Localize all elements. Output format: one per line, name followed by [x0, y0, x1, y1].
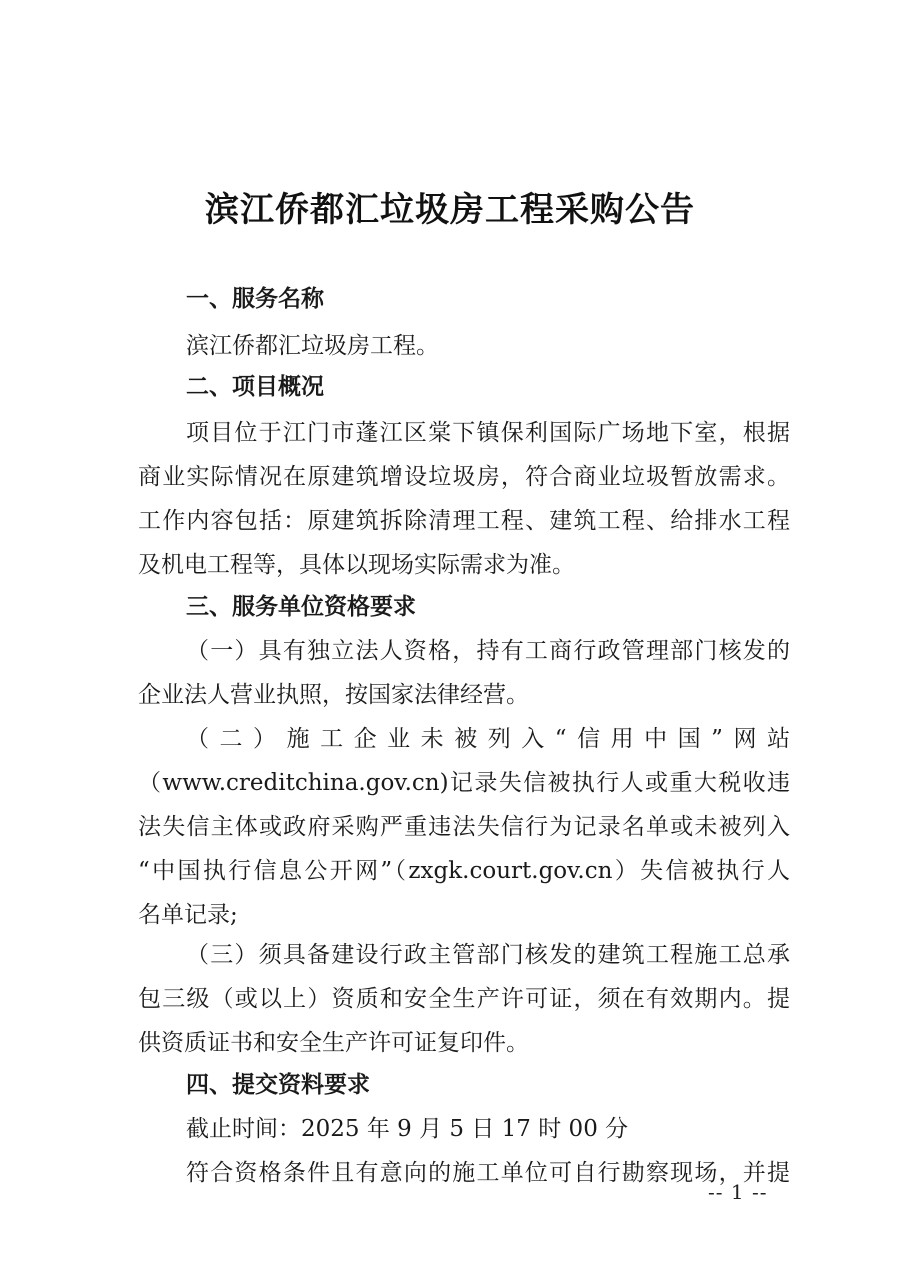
section-2-line-4: 及机电工程等，具体以现场实际需求为准。 — [138, 552, 575, 578]
section-4-deadline: 截止时间：2025 年 9 月 5 日 17 时 00 分 — [186, 1116, 629, 1142]
section-3-item-2-line-1: （二）施工企业未被列入“信用中国”网站 — [186, 726, 790, 752]
page-title: 滨江侨都汇垃圾房工程采购公告 — [205, 190, 695, 230]
section-4-heading: 四、提交资料要求 — [186, 1072, 370, 1098]
section-2-line-1: 项目位于江门市蓬江区棠下镇保利国际广场地下室，根据 — [186, 420, 790, 446]
section-1-heading: 一、服务名称 — [186, 286, 324, 312]
section-3-item-2-line-4: “中国执行信息公开网”（zxgk.court.gov.cn）失信被执行人 — [138, 858, 790, 884]
section-3-item-2-line-5: 名单记录; — [138, 902, 238, 928]
section-3-item-1-line-1: （一）具有独立法人资格，持有工商行政管理部门核发的 — [186, 638, 790, 664]
section-3-item-2-line-3: 法失信主体或政府采购严重违法失信行为记录名单或未被列入 — [138, 814, 790, 840]
section-3-heading: 三、服务单位资格要求 — [186, 594, 416, 620]
section-3-item-3-line-3: 供资质证书和安全生产许可证复印件。 — [138, 1030, 529, 1056]
section-3-item-3-line-1: （三）须具备建设行政主管部门核发的建筑工程施工总承 — [186, 942, 790, 968]
section-2-line-3: 工作内容包括：原建筑拆除清理工程、建筑工程、给排水工程 — [138, 508, 790, 534]
section-3-item-3-line-2: 包三级（或以上）资质和安全生产许可证，须在有效期内。提 — [138, 986, 790, 1012]
section-3-item-2-line-2: （www.creditchina.gov.cn)记录失信被执行人或重大税收违 — [138, 770, 790, 796]
section-3-item-1-line-2: 企业法人营业执照，按国家法律经营。 — [138, 682, 529, 708]
section-1-text: 滨江侨都汇垃圾房工程。 — [186, 333, 439, 359]
section-4-text: 符合资格条件且有意向的施工单位可自行勘察现场，并提 — [186, 1160, 790, 1186]
section-2-heading: 二、项目概况 — [186, 374, 324, 400]
page-number: -- 1 -- — [708, 1180, 768, 1204]
section-2-line-2: 商业实际情况在原建筑增设垃圾房，符合商业垃圾暂放需求。 — [138, 464, 790, 490]
